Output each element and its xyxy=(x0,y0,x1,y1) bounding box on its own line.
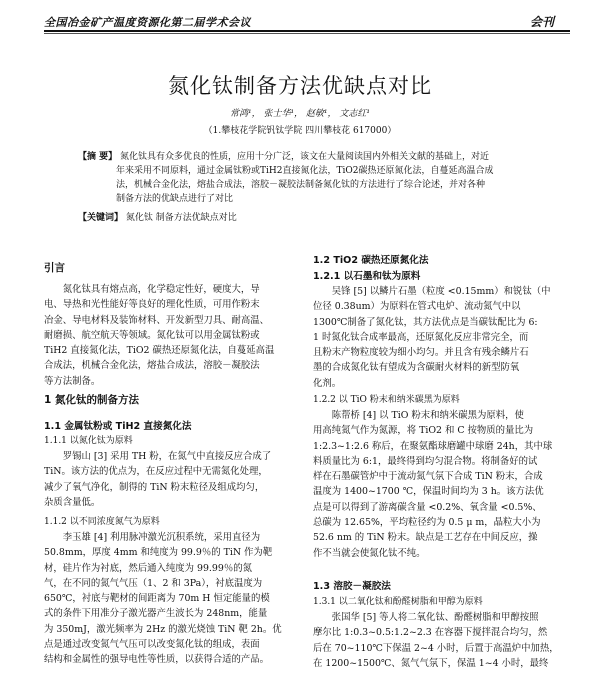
text-line: 料质量比为 6:1，最终得到均匀混合物。将制备好的试 xyxy=(313,455,538,467)
text-line: 材，硅片作为衬底，然后通入纯度为 99.99％的氮 xyxy=(44,562,252,574)
text-line: 52.6 nm 的 TiN 粉末。缺点是工艺存在中间反应，操 xyxy=(313,532,538,544)
text-line: 点是可以得到了游离碳含量 <0.2%、氧含量 <0.5%、 xyxy=(313,501,542,513)
text-line: 后在 70~110℃下保温 2~4 小时，后置于高温炉中加热， xyxy=(313,642,559,654)
abstract-line: 制备方法的优缺点进行了对比 xyxy=(116,194,234,204)
text-line: 1300℃制备了氮化钛，其方法优点是当碳钛配比为 6: xyxy=(313,316,538,328)
text-line: 杂质含量低。 xyxy=(44,496,101,508)
abstract-line: 年来采用不同原料，通过金属钛粉或TiH2直接氮化法，TiO2碳热还原氮化法，自蔓延高温合成 xyxy=(116,166,494,176)
section-heading-1-2-2: 1.2.2 以 TiO 粉末和纳米碳黑为原料 xyxy=(313,395,460,405)
text-line: 在 1200~1500℃、氮气气氛下，保温 1~4 小时，最终 xyxy=(313,657,549,669)
text-line: 作不当就会使氮化钛不纯。 xyxy=(313,547,426,559)
text-line: 且粉末产物粒度较为细小均匀。并且含有残余鳞片石 xyxy=(313,347,529,359)
text-line: 罗锡山 [3] 采用 TH 粉，在氮气中直接反应合成了 xyxy=(62,451,272,462)
text-line: 结构和金属性的强导电性等性质，以获得合适的产品。 xyxy=(44,654,270,666)
section-heading-1-3-1: 1.3.1 以二氧化钛和酚醛树脂和甲醇为原料 xyxy=(313,597,483,607)
text-line: 50.8mm，厚度 4mm 和纯度为 99.9％的 TiN 作为靶 xyxy=(44,547,273,559)
text-line: 用高纯氮气作为氮源，将 TiO2 和 C 按物质的量比为 xyxy=(313,425,534,437)
text-line: 点是通过改变氮气气压可以改变氮化钛的组成，表面 xyxy=(44,639,260,651)
section-heading-1-2-1: 1.2.1 以石墨和钛为原料 xyxy=(313,271,421,282)
text-line: 冶金、导电材料及装饰材料、开发新型刀具、耐高温、 xyxy=(44,314,270,326)
text-line: 为 350mJ，激光频率为 2Hz 的激光烧蚀 TiN 靶 2h。优 xyxy=(44,623,282,635)
authors: 常鸿¹， 张士华¹， 赵敏¹， 文志红¹ xyxy=(229,109,370,119)
abstract xyxy=(78,150,548,206)
abstract-label: 【摘 要】 xyxy=(78,152,118,162)
paragraph-1-2-1 xyxy=(313,284,571,391)
text-line: 张国华 [5] 等人将二氧化钛、酚醛树脂和甲醇按照 xyxy=(331,612,539,623)
paragraph-1-1-2 xyxy=(44,530,302,668)
text-line: TiN。该方法的优点为，在反应过程中无需氮化处理， xyxy=(44,466,268,478)
text-line: 位径 0.38um）为原料在管式电炉、流动氮气中以 xyxy=(313,301,521,313)
paragraph-1-1-1 xyxy=(44,449,302,510)
text-line: 总碳为 12.65%，平均粒径约为 0.5 μ m，晶粒大小为 xyxy=(313,517,541,529)
text-line: TiH2 直接氮化法，TiO2 碳热还原氮化法，自蔓延高温 xyxy=(44,345,275,357)
header-rule xyxy=(44,30,570,32)
keywords xyxy=(78,210,548,223)
section-heading-1-2: 1.2 TiO2 碳热还原氮化法 xyxy=(313,255,429,266)
section-heading-1-1: 1.1 金属钛粉或 TiH2 直接氮化法 xyxy=(44,421,192,432)
text-line: 温度为 1400~1700 ℃，保温时间均为 3 h。该方法优 xyxy=(313,486,544,498)
text-line: 李玉雄 [4] 利用脉冲激光沉积系统，采用直径为 xyxy=(62,532,261,543)
paragraph-1-2-2 xyxy=(313,408,571,561)
text-line: 墨的合成氮化钛有望成为含碳耐火材料的新型防氧 xyxy=(313,362,520,374)
abstract-line: 氮化钛具有众多优良的性质，应用十分广泛，该文在大量阅读国内外相关文献的基础上，对近 xyxy=(120,152,490,162)
text-line: 氮化钛具有熔点高，化学稳定性好，硬度大，导 xyxy=(62,284,260,295)
abstract-line: 法，机械合金化法，熔盐合成法，溶胶－凝胶法制备氮化钛的方法进行了综合论述，并对各种 xyxy=(116,180,486,190)
keywords-label: 【关键词】 xyxy=(78,213,124,223)
text-line: 合成法，机械合金化法，熔盐合成法，溶胶－凝胶法 xyxy=(44,360,260,372)
text-line: 电、导热和光性能好等良好的理化性质，可用作粉末 xyxy=(44,299,260,311)
running-header: 全国冶金矿产温度资源化第二届学术会议 xyxy=(44,16,251,29)
text-line: 等方法制备。 xyxy=(44,375,101,387)
affiliation: （1.攀枝花学院钒钛学院 四川攀枝花 617000） xyxy=(203,126,397,136)
paragraph-1-3-1 xyxy=(313,610,571,671)
text-line: 1 时氮化钛合成率最高，还原氮化反应非常完全，而 xyxy=(313,331,529,343)
text-line: 吴锋 [5] 以鳞片石墨（粒度 <0.15mm）和锐钛（中 xyxy=(331,286,551,297)
text-line: 气，在不同的氮气气压（1、2 和 3Pa），衬底温度为 xyxy=(44,577,263,589)
text-line: 耐磨损、航空航天等领域。氮化钛可以用金属钛粉或 xyxy=(44,329,260,341)
paper-title: 氮化钛制备方法优缺点对比 xyxy=(168,74,432,98)
section-heading-1-1-2: 1.1.2 以不同浓度氮气为原料 xyxy=(44,517,160,527)
text-line: 化剂。 xyxy=(313,377,342,389)
section-heading-intro: 引言 xyxy=(44,262,65,274)
intro-paragraph xyxy=(44,282,302,389)
text-line: 减少了氧气净化，制得的 TiN 粉末粒径及组成均匀， xyxy=(44,481,265,493)
running-header-right: 会刊 xyxy=(530,15,555,29)
text-line: 陈帮桥 [4] 以 TiO 粉末和纳米碳黑为原料，使 xyxy=(331,410,524,421)
section-heading-1: 1 氮化钛的制备方法 xyxy=(44,394,139,406)
section-heading-1-3: 1.3 溶胶－凝胶法 xyxy=(313,581,391,592)
text-line: 摩尔比 1:0.3~0.5:1.2~2.3 在容器下搅拌混合均匀，然 xyxy=(313,627,548,639)
section-heading-1-1-1: 1.1.1 以氮化钛为原料 xyxy=(44,436,133,446)
text-line: 式的条件下用准分子激光器产生波长为 248nm，能量 xyxy=(44,608,268,620)
keywords-text: 氮化钛 制备方法优缺点对比 xyxy=(125,213,237,223)
text-line: 样在石墨碳管炉中于流动氮气氛下合成 TiN 粉末，合成 xyxy=(313,471,543,483)
text-line: 650℃，衬底与靶材的间距离为 70m H 恒定能量的模 xyxy=(44,593,270,605)
text-line: 1:2.3~1:2.6 称后，在聚氨酯球磨罐中球磨 24h，其中球 xyxy=(313,440,553,452)
header-rule-thin xyxy=(44,33,570,34)
